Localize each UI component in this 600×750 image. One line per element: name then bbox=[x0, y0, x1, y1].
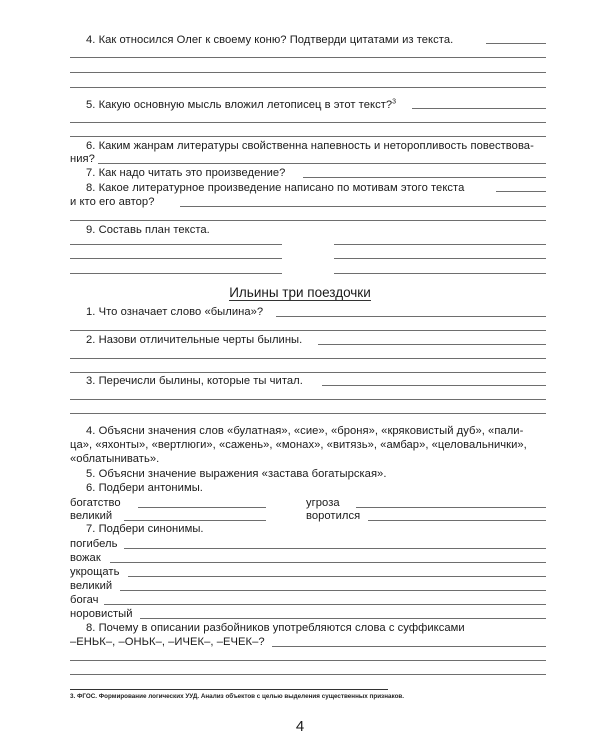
answer-line bbox=[70, 136, 546, 137]
section-question-4-line-1: 4. Объясни значения слов «булатная», «сие», «броня», «кряковистый дуб», «пали- bbox=[86, 425, 524, 437]
answer-line bbox=[70, 122, 546, 123]
synonym-answer-line bbox=[124, 548, 546, 549]
section-question-8-line-1: 8. Почему в описании разбойников употребляются слова с суффиксами bbox=[86, 622, 465, 634]
question-6-line-1: 6. Каким жанрам литературы свойственна напевность и неторопливость повествова- bbox=[86, 140, 534, 152]
section-question-2: 2. Назови отличительные черты былины. bbox=[86, 334, 303, 346]
answer-line bbox=[318, 344, 546, 345]
plan-line-right bbox=[334, 258, 546, 259]
answer-line bbox=[322, 385, 546, 386]
plan-line-right bbox=[334, 273, 546, 274]
answer-line bbox=[180, 206, 546, 207]
antonym-word: воротился bbox=[306, 510, 361, 522]
answer-line bbox=[70, 87, 546, 88]
question-9: 9. Составь план текста. bbox=[86, 224, 210, 236]
answer-line bbox=[70, 220, 546, 221]
synonym-answer-line bbox=[120, 590, 546, 591]
footnote-ref: 3 bbox=[392, 98, 397, 106]
answer-line bbox=[70, 72, 546, 73]
synonym-word: укрощать bbox=[70, 566, 120, 578]
antonym-word: великий bbox=[70, 510, 113, 522]
answer-line bbox=[276, 316, 546, 317]
antonym-word: богатство bbox=[70, 497, 121, 509]
synonym-word: вожак bbox=[70, 552, 101, 564]
antonym-word: угроза bbox=[306, 497, 340, 509]
question-5 bbox=[86, 98, 396, 112]
section-question-5: 5. Объясни значение выражения «застава богатырская». bbox=[86, 468, 387, 480]
question-4: 4. Как относился Олег к своему коню? Подтверди цитатами из текста. bbox=[86, 34, 454, 46]
answer-line bbox=[70, 358, 546, 359]
question-5-text: 5. Какую основную мысль вложил летописец в этот текст? bbox=[86, 99, 393, 111]
question-7: 7. Как надо читать это произведение? bbox=[86, 167, 286, 179]
synonym-word: великий bbox=[70, 580, 113, 592]
answer-line bbox=[70, 372, 546, 373]
footnote-rule bbox=[70, 689, 388, 690]
question-6-line-2: ния? bbox=[70, 153, 95, 165]
synonym-answer-line bbox=[110, 562, 546, 563]
antonym-answer-line bbox=[124, 520, 266, 521]
synonym-word: погибель bbox=[70, 538, 118, 550]
footnote: 3. ФГОС. Формирование логических УУД. Анализ объектов с целью выделения существенных признаков. bbox=[70, 693, 405, 700]
section-question-4-line-3: «облатынивать». bbox=[70, 453, 160, 465]
answer-line bbox=[70, 57, 546, 58]
section-question-3: 3. Перечисли былины, которые ты читал. bbox=[86, 375, 303, 387]
plan-line-right bbox=[334, 244, 546, 245]
synonym-answer-line bbox=[140, 618, 546, 619]
section-question-4-line-2: ца», «яхонты», «вертлюги», «сажень», «монах», «витязь», «амбар», «целовальнички», bbox=[70, 439, 527, 451]
section-title bbox=[0, 285, 600, 301]
section-question-7: 7. Подбери синонимы. bbox=[86, 523, 204, 535]
question-8-line-1: 8. Какое литературное произведение написано по мотивам этого текста bbox=[86, 182, 465, 194]
synonym-word: норовистый bbox=[70, 608, 133, 620]
answer-line bbox=[70, 660, 546, 661]
answer-line bbox=[412, 108, 546, 109]
section-title-text: Ильины три поездочки bbox=[229, 285, 371, 300]
page-number: 4 bbox=[295, 718, 305, 735]
answer-line bbox=[272, 646, 546, 647]
answer-line bbox=[70, 330, 546, 331]
answer-line bbox=[70, 413, 546, 414]
answer-line bbox=[98, 163, 546, 164]
plan-line-left bbox=[70, 258, 282, 259]
answer-line bbox=[486, 43, 546, 44]
answer-line bbox=[70, 399, 546, 400]
plan-line-left bbox=[70, 244, 282, 245]
question-8-line-2: и кто его автор? bbox=[70, 196, 155, 208]
synonym-word: богач bbox=[70, 594, 99, 606]
synonym-answer-line bbox=[104, 604, 546, 605]
antonym-answer-line bbox=[368, 520, 546, 521]
section-question-6: 6. Подбери антонимы. bbox=[86, 482, 203, 494]
answer-line bbox=[496, 191, 546, 192]
antonym-answer-line bbox=[138, 507, 266, 508]
section-question-1: 1. Что означает слово «былина»? bbox=[86, 306, 264, 318]
synonym-answer-line bbox=[128, 576, 546, 577]
answer-line bbox=[303, 177, 546, 178]
answer-line bbox=[70, 674, 546, 675]
plan-line-left bbox=[70, 273, 282, 274]
section-question-8-line-2: –ЕНЬК–, –ОНЬК–, –ИЧЕК–, –ЕЧЕК–? bbox=[70, 636, 265, 648]
antonym-answer-line bbox=[356, 507, 546, 508]
